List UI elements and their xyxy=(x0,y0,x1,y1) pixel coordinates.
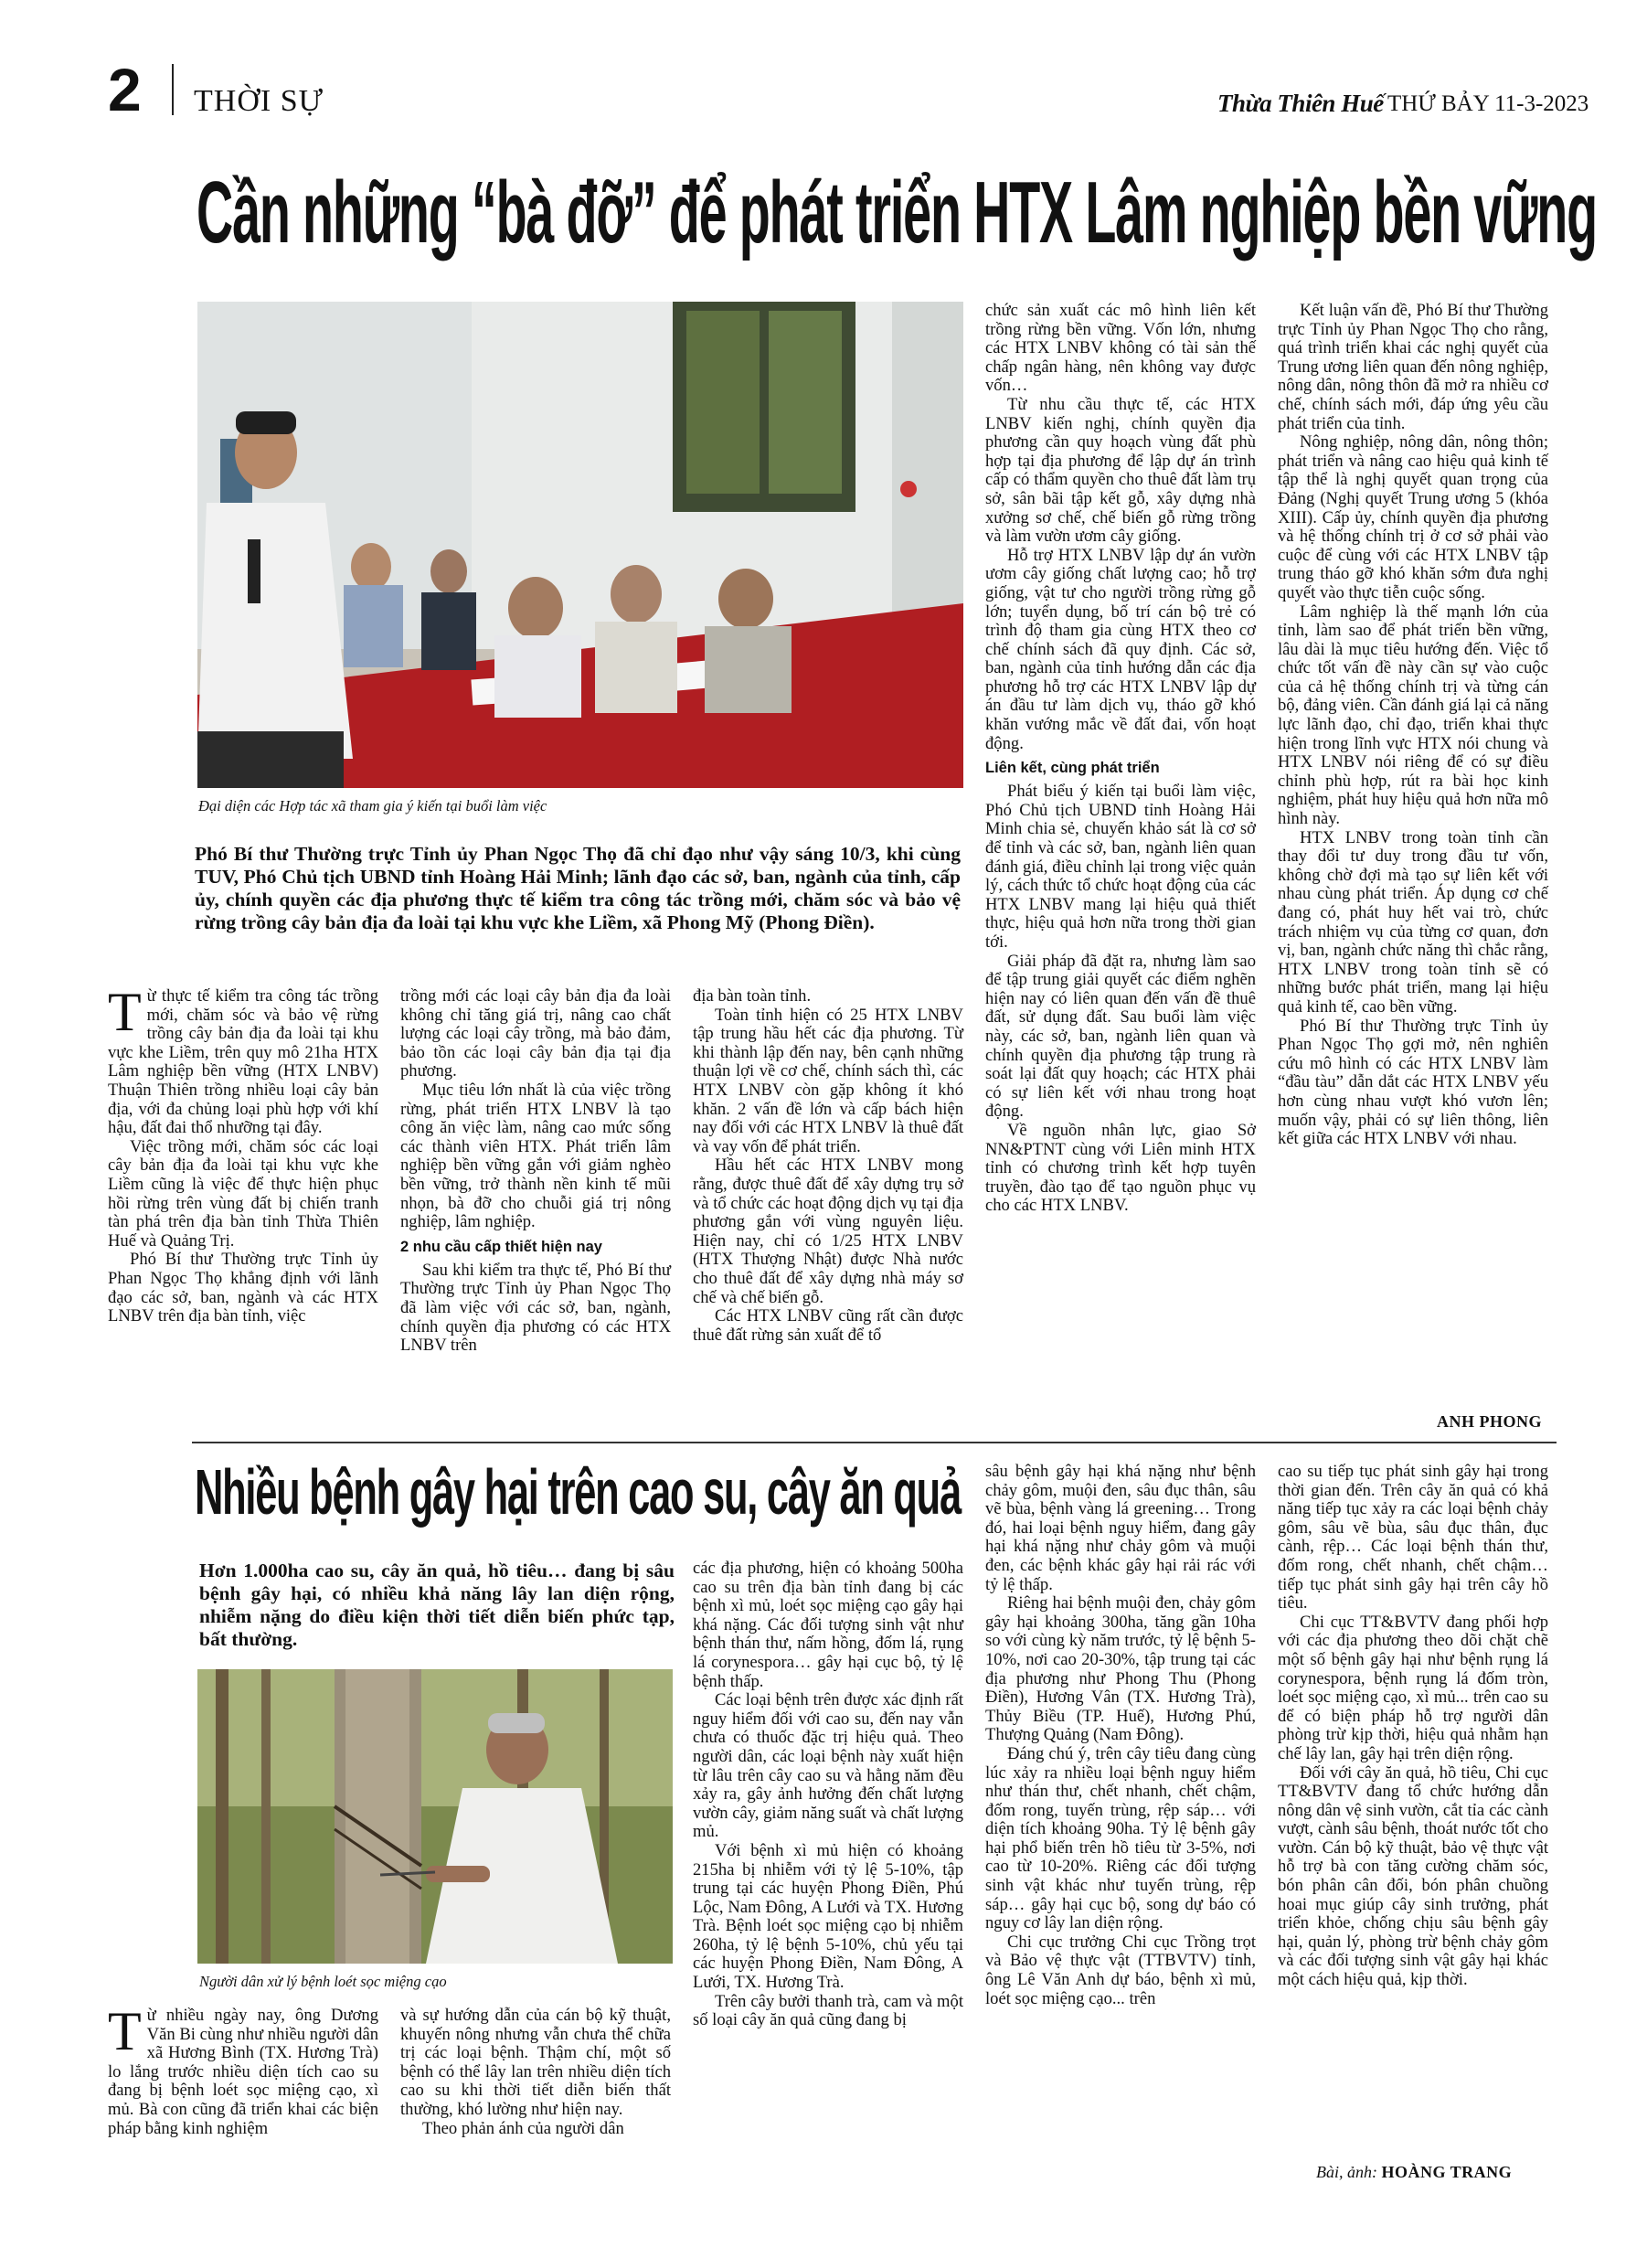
section-name: THỜI SỰ xyxy=(194,84,324,118)
article2-column-2 xyxy=(400,2007,671,2138)
paragraph: Chi cục TT&BVTV đang phối hợp với các địa phương theo dõi chặt chẽ một số bệnh gây hại như bệnh rụng lá corynespora, bệnh rụng lá đốm tròn, loét sọc miệng cạo, xì mủ... trên cao su để có biện pháp hỗ trợ người dân phòng trừ kịp thời, hiệu quả nhằm hạn chế lây lan, gây hại trên diện rộng. xyxy=(1278,1612,1548,1763)
newspaper-name: Thừa Thiên Huế xyxy=(1217,90,1384,117)
paragraph: Về nguồn nhân lực, giao Sở NN&PTNT cùng với Liên minh HTX tỉnh có chương trình kết hợp tuyên truyền, đào tạo để tạo nguồn phục vụ cho các HTX LNBV. xyxy=(985,1120,1256,1216)
page-number: 2 xyxy=(108,56,142,123)
article1-column-3 xyxy=(693,987,963,1345)
paragraph: Lâm nghiệp là thế mạnh lớn của tỉnh, làm sao để phát triển bền vững, lâu dài là mục tiêu hướng đến. Việc tổ chức tốt vấn đề này cần sự vào cuộc của cả hệ thống chính trị và từng cán bộ, đảng viên. Cần đánh giá lại cả năng lực lãnh đạo, chỉ đạo, triển khai thực hiện trong lĩnh vực HTX nói chung và HTX LNBV nói riêng để có sự điều chỉnh phù hợp, rút ra bài học kinh nghiệm, phát huy hiệu quả hơn nữa mô hình này. xyxy=(1278,602,1548,829)
article2-byline xyxy=(1316,2163,1512,2182)
article1-subhead-1: 2 nhu cầu cấp thiết hiện nay xyxy=(400,1238,602,1255)
article2-headline: Nhiều bệnh gây hại trên cao su, cây ăn quả xyxy=(195,1456,961,1528)
paragraph: Việc trồng mới, chăm sóc các loại cây bản địa đa loài tại khu vực khe Liềm cũng là việc để thực hiện phục hồi rừng trên vùng đất bị chiến tranh tàn phá trên địa bàn tỉnh Thừa Thiên Huế và Quảng Trị. xyxy=(108,1136,378,1251)
paragraph: trồng mới các loại cây bản địa đa loài không chỉ tăng giá trị, nâng cao chất lượng các loại cây trồng, mà bảo đảm, bảo tồn các loại cây bản địa tại địa phương. xyxy=(400,986,671,1081)
article1-lede: Phó Bí thư Thường trực Tỉnh ủy Phan Ngọc Thọ đã chỉ đạo như vậy sáng 10/3, khi cùng TUV, Phó Chủ tịch UBND tỉnh Hoàng Hải Minh; lãnh đạo các sở, ban, ngành của tỉnh, cấp ủy, chính quyền các địa phương thực tế kiểm tra công tác trồng mới, chăm sóc và bảo vệ rừng trồng cây bản địa đa loài tại khu vực khe Liềm, xã Phong Mỹ (Phong Điền). xyxy=(195,843,961,933)
paragraph: Phó Bí thư Thường trực Tỉnh ủy Phan Ngọc Thọ khẳng định với lãnh đạo các sở, ban, ngành và các HTX LNBV trên địa bàn tỉnh, việc xyxy=(108,1250,378,1326)
byline-prefix: Bài, ảnh: xyxy=(1316,2163,1377,2181)
article2-column-4 xyxy=(985,1463,1256,2008)
paragraph: Trên cây bưởi thanh trà, cam và một số loại cây ăn quả cũng đang bị xyxy=(693,1991,963,2030)
article1-column-1 xyxy=(108,982,378,1326)
paragraph: Riêng hai bệnh muội đen, chảy gôm gây hại khoảng 300ha, tăng gần 10ha so với cùng kỳ năm trước, tỷ lệ bệnh 5-10%, nơi cao 20-30%, tập trung tại các địa phương như Phong Thu (Phong Điền), Hương Vân (TX. Hương Trà), Thủy Biều (TP. Huế), Hương Phú, Thượng Quảng (Nam Đông). xyxy=(985,1593,1256,1745)
article2-column-1 xyxy=(108,2001,378,2138)
paragraph: ừ thực tế kiểm tra công tác trồng mới, chăm sóc và bảo vệ rừng trồng cây bản địa đa loài tại khu vực khe Liềm, trên quy mô 21ha HTX Lâm nghiệp bền vững (HTX LNBV) Thuận Thiên trồng nhiều loại cây bản địa, với đa chủng loại phù hợp với khí hậu, đất đai thổ nhưỡng tại đây. xyxy=(108,986,378,1138)
paragraph: Mục tiêu lớn nhất là của việc trồng rừng, phát triển HTX LNBV là tạo công ăn việc làm, nâng cao mức sống các thành viên HTX. Phát triển lâm nghiệp bền vững gắn với giảm nghèo bền vững, trở thành nền kinh tế mũi nhọn, bà đỡ cho chuỗi giá trị nông nghiệp, lâm nghiệp. xyxy=(400,1080,671,1232)
article1-byline: ANH PHONG xyxy=(1437,1412,1542,1431)
article1-column-4 xyxy=(985,302,1256,1216)
paragraph: chức sản xuất các mô hình liên kết trồng rừng bền vững. Vốn lớn, nhưng các HTX LNBV không có tài sản thế chấp ngân hàng, nên không vay được vốn… xyxy=(985,301,1256,396)
article1-subhead-2: Liên kết, cùng phát triển xyxy=(985,760,1160,777)
paragraph: Chi cục trưởng Chi cục Trồng trọt và Bảo vệ thực vật (TTBVTV) tỉnh, ông Lê Văn Anh dự báo, bệnh xì mủ, loét sọc miệng cạo... trên xyxy=(985,1932,1256,2008)
article2-column-5 xyxy=(1278,1463,1548,1990)
article1-photo-caption: Đại diện các Hợp tác xã tham gia ý kiến tại buổi làm việc xyxy=(198,797,547,815)
issue-date: THỨ BẢY 11-3-2023 xyxy=(1387,91,1589,116)
paragraph: Phát biểu ý kiến tại buổi làm việc, Phó Chủ tịch UBND tỉnh Hoàng Hải Minh chia sẻ, chuyến khảo sát là cơ sở để tỉnh và các sở, ban, ngành liên quan đánh giá, điều chỉnh lại trong việc quản lý, cách thức tổ chức hoạt động của các HTX LNBV mang lại hiệu quả thiết thực, hiệu quả hơn nữa trong thời gian tới. xyxy=(985,782,1256,952)
article1-photo xyxy=(197,302,963,788)
paragraph: cao su tiếp tục phát sinh gây hại trong thời gian đến. Trên cây ăn quả có khả năng tiếp tục xảy ra các loại bệnh chảy gôm, sâu vẽ bùa, sâu đục thân, đục cành, rệp… Các loại bệnh thán thư, đốm rong, chết nhanh, chết chậm… tiếp tục phát sinh gây hại trên cây hồ tiêu. xyxy=(1278,1462,1548,1613)
paragraph: Nông nghiệp, nông dân, nông thôn; phát triển và nâng cao hiệu quả kinh tế tập thể là nghị quyết quan trọng của Đảng (Nghị quyết Trung ương 5 (khóa XIII). Cấp ủy, chính quyền địa phương và hệ thống chính trị ở cơ sở phải vào cuộc để cùng với các HTX LNBV tập trung tháo gỡ khó khăn sớm đưa nghị quyết vào thực tiễn cuộc sống. xyxy=(1278,432,1548,602)
paragraph: ừ nhiều ngày nay, ông Dương Văn Bi cùng như nhiều người dân xã Hương Bình (TX. Hương Trà) lo lắng trước nhiều diện tích cao su đang bị bệnh loét sọc miệng cạo, xì mủ. Bà con cũng đã triển khai các biện pháp bằng kinh nghiệm xyxy=(108,2006,378,2138)
paragraph: Đối với cây ăn quả, hồ tiêu, Chi cục TT&BVTV đang tổ chức hướng dẫn nông dân vệ sinh vườn, cắt tỉa các cành vượt, cành sâu bệnh, thoát nước tốt cho vườn. Cán bộ kỹ thuật, bảo vệ thực vật hỗ trợ bà con tăng cường chăm sóc, bón phân cân đối, bón phân chuồng hoai mục giúp cây sinh trưởng, phát triển khỏe, chống chịu sâu bệnh gây hại, quản lý, phòng trừ bệnh chảy gôm và các đối tượng sinh vật gây hại khác một cách hiệu quả, kịp thời. xyxy=(1278,1762,1548,1990)
article-divider xyxy=(192,1442,1557,1443)
paragraph: Theo phản ánh của người dân xyxy=(422,2118,624,2138)
paragraph: Kết luận vấn đề, Phó Bí thư Thường trực Tỉnh ủy Phan Ngọc Thọ cho rằng, quá trình triển khai các nghị quyết của Trung ương liên quan đến nông nghiệp, nông dân, nông thôn đã mở ra nhiều cơ chế, chính sách mới, đáp ứng yêu cầu phát triển của tỉnh. xyxy=(1278,301,1548,433)
article2-column-3 xyxy=(693,1560,963,2030)
paragraph: sâu bệnh gây hại khá nặng như bệnh chảy gôm, muội đen, sâu đục thân, sâu vẽ bùa, bệnh vàng lá greening… Trong đó, hai loại bệnh nguy hiểm, đang gây hại khá nặng như chảy gôm và muội đen, các bệnh khác gây hại rải rác với tỷ lệ thấp. xyxy=(985,1462,1256,1594)
article1-column-2 xyxy=(400,987,671,1356)
paragraph: Đáng chú ý, trên cây tiêu đang cùng lúc xảy ra nhiều loại bệnh nguy hiểm như thán thư, chết nhanh, chết chậm, đốm rong, tuyến trùng, rệp sáp… với diện tích khoảng 90ha. Tỷ lệ bệnh gây hại phổ biến trên hồ tiêu từ 3-5%, nơi cao từ 10-20%. Riêng các đối tượng sinh vật khác như tuyến trùng, rệp sáp… gây hại cục bộ, song dự báo có nguy cơ lây lan diện rộng. xyxy=(985,1743,1256,1933)
paragraph: Các HTX LNBV cũng rất cần được thuê đất rừng sản xuất để tổ xyxy=(693,1306,963,1345)
header-divider xyxy=(172,64,174,115)
paragraph: Các loại bệnh trên được xác định rất nguy hiểm đối với cao su, đến nay vẫn chưa có thuốc đặc trị hiệu quả. Theo người dân, các loại bệnh này xuất hiện từ lâu trên cây cao su và hằng năm đều xảy ra, gây ảnh hưởng đến chất lượng vườn cây, giảm năng suất và chất lượng mủ. xyxy=(693,1690,963,1842)
paragraph: Với bệnh xì mủ hiện có khoảng 215ha bị nhiễm với tỷ lệ 5-10%, tập trung tại các huyện Phong Điền, Phú Lộc, Nam Đông, A Lưới và TX. Hương Trà. Bệnh loét sọc miệng cạo bị nhiễm 260ha, tỷ lệ bệnh 5-10%, chủ yếu tại các huyện Phong Điền, Nam Đông, A Lưới, TX. Hương Trà. xyxy=(693,1840,963,1993)
paragraph: Giải pháp đã đặt ra, nhưng làm sao để tập trung giải quyết các điểm nghẽn hiện nay có liên quan đến vấn đề thuê đất, sử dụng đất. Sau buổi làm việc này, các sở, ban, ngành liên quan và chính quyền địa phương tập trung rà soát lại đất quy hoạch; các HTX phải có sự liên kết với nhau trong hoạt động. xyxy=(985,951,1256,1122)
paragraph: Hỗ trợ HTX LNBV lập dự án vườn ươm cây giống chất lượng cao; hỗ trợ giống, vật tư cho người trồng rừng gỗ lớn; tuyển dụng, bố trí cán bộ trẻ có trình độ tham gia cùng HTX theo cơ chế chính sách đã quy định. Các sở, ban, ngành của tỉnh hướng dẫn các địa phương hỗ trợ các HTX LNBV lập dự án đầu tư làm dịch vụ, tháo gỡ khó khăn vướng mắc về đất đai, vốn hoạt động. xyxy=(985,545,1256,753)
article2-photo xyxy=(197,1669,673,1964)
article2-lede: Hơn 1.000ha cao su, cây ăn quả, hồ tiêu… đang bị sâu bệnh gây hại, có nhiều khả năng lây lan diện rộng, nhiễm nặng do điều kiện thời tiết diễn biến phức tạp, bất thường. xyxy=(199,1560,675,1650)
paragraph: Hầu hết các HTX LNBV mong rằng, được thuê đất để xây dựng trụ sở và tổ chức các hoạt động dịch vụ tại địa phương gắn với vùng nguyên liệu. Hiện nay, chỉ có 1/25 HTX LNBV (HTX Thượng Nhật) được Nhà nước cho thuê đất để xây dựng nhà máy sơ chế và chế biến gỗ. xyxy=(693,1155,963,1307)
paragraph: Từ nhu cầu thực tế, các HTX LNBV kiến nghị, chính quyền địa phương cần quy hoạch vùng đất phù hợp tại địa phương để lập dự án trình cấp có thẩm quyền cho thuê đất làm trụ sở, sân bãi tập kết gỗ, xây dựng nhà xưởng sơ chế, chế biến gỗ rừng trồng và làm vườn ươm cây giống. xyxy=(985,394,1256,547)
rubber-tree-photo xyxy=(197,1669,673,1964)
article1-column-5 xyxy=(1278,302,1548,1149)
paragraph: HTX LNBV trong toàn tỉnh cần thay đổi tư duy trong đầu tư vốn, không chờ đợi mà tạo sự liên kết với nhau cùng phát triển. Áp dụng cơ chế đang có, phát huy hết vai trò, chức trách nhiệm vụ của từng cơ quan, đơn vị, ban, ngành chức năng thì chắc rằng, HTX LNBV trong toàn tỉnh sẽ có những bước phát triển, mang lại hiệu quả kinh tế, cao bền vững. xyxy=(1278,827,1548,1017)
paragraph: các địa phương, hiện có khoảng 500ha cao su trên địa bàn tỉnh đang bị các bệnh xì mủ, loét sọc miệng cạo gây hại khá nặng. Các đối tượng sinh vật như bệnh thán thư, nấm hồng, đốm lá, rụng lá corynespora… gây hại cục bộ, tỷ lệ bệnh thấp. xyxy=(693,1559,963,1691)
meeting-photo xyxy=(197,302,963,788)
paragraph: Phó Bí thư Thường trực Tỉnh ủy Phan Ngọc Thọ gợi mở, nên nghiên cứu mô hình có các HTX LNBV làm “đầu tàu” dẫn dắt các HTX LNBV yếu hơn cùng nhau vượt khó vươn lên; muốn vậy, phải có sự liên thông, liên kết giữa các HTX LNBV với nhau. xyxy=(1278,1016,1548,1149)
paragraph: Sau khi kiểm tra thực tế, Phó Bí thư Thường trực Tỉnh ủy Phan Ngọc Thọ đã làm việc với các sở, ban, ngành, chính quyền địa phương có các HTX LNBV trên xyxy=(400,1260,671,1356)
paragraph: Toàn tỉnh hiện có 25 HTX LNBV tập trung hầu hết các địa phương. Từ khi thành lập đến nay, bên cạnh những thuận lợi về cơ chế, chính sách thì, các HTX LNBV còn gặp không ít khó khăn. 2 vấn đề lớn và cấp bách hiện nay đối với các HTX LNBV là thuê đất và vay vốn để phát triển. xyxy=(693,1005,963,1156)
article2-photo-caption: Người dân xử lý bệnh loét sọc miệng cạo xyxy=(199,1973,447,1990)
article1-dropcap: T xyxy=(108,982,142,1042)
paragraph: và sự hướng dẫn của cán bộ kỹ thuật, khuyến nông nhưng vẫn chưa thể chữa trị các loại bệnh. Thậm chí, một số bệnh có thể lây lan trên nhiều diện tích cao su khi thời tiết diễn biến thất thường, khó lường như hiện nay. xyxy=(400,2006,671,2119)
article2-dropcap: T xyxy=(108,2001,142,2061)
paragraph: địa bàn toàn tỉnh. xyxy=(693,986,812,1006)
article1-headline: Cần những “bà đỡ” để phát triển HTX Lâm nghiệp bền vững xyxy=(197,164,1597,261)
byline-name: HOÀNG TRANG xyxy=(1381,2163,1513,2181)
